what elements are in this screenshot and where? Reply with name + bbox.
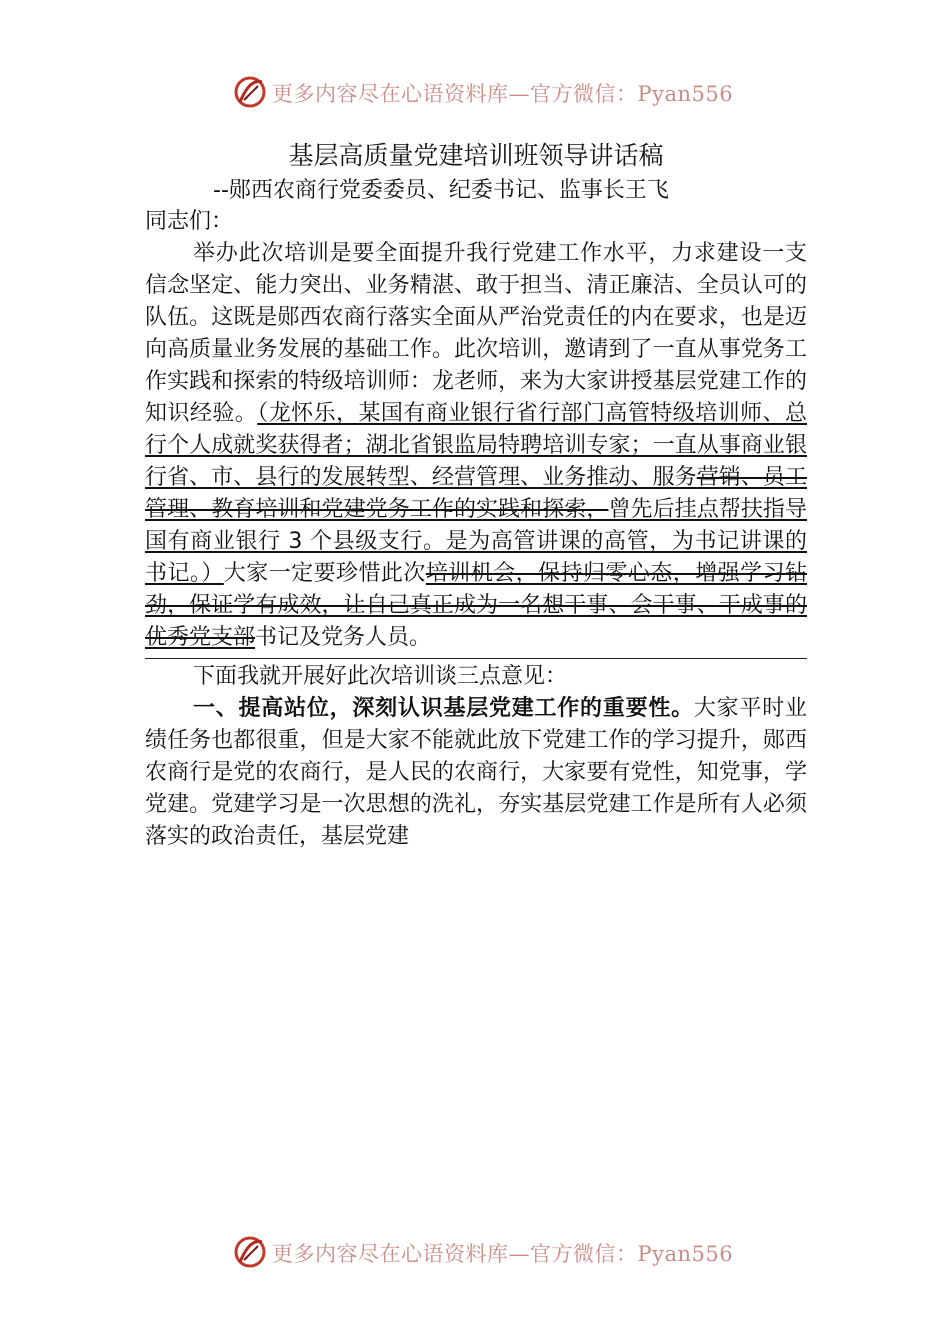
watermark-text: 更多内容尽在心语资料库—官方微信：Pyan556 <box>272 82 734 106</box>
paragraph-2: 下面我就开展好此次培训谈三点意见： <box>193 664 568 689</box>
paragraph-3-text: 大家平时业绩任务也都很重，但是大家不能就此放下党建工作的学习提升，郧西农商行是党的农商行，是人民的农商行，大家要有党性，知党事，学党建。党建学习是一次思想的洗礼，夯实基层党建工作是所有人必须落实的政治责任，基层党建 <box>145 696 807 849</box>
logo-icon <box>230 72 270 112</box>
paragraph-1-end: 书记及党务人员。 <box>255 625 432 650</box>
paragraph-1-struck: 营销、员工管理、教育培训和党建党务工作的实践和探索， <box>145 465 807 522</box>
paragraph-1-underlined-2: 曾先后挂点帮扶指导国有商业银行 3 个县级支行。是为高管讲课的高管，为书记讲课的书记。） <box>145 497 807 586</box>
document-title: 基层高质量党建培训班领导讲话稿 <box>288 141 664 170</box>
salutation: 同志们： <box>145 209 234 234</box>
paragraph-1-after: 大家一定要珍惜此次 <box>223 561 426 586</box>
watermark-banner-bottom <box>0 1232 950 1272</box>
paragraph-1-text: 举办此次培训是要全面提升我行党建工作水平，力求建设一支信念坚定、能力突出、业务精湛、敢于担当、清正廉洁、全员认可的队伍。这既是郧西农商行落实全面从严治党责任的内在要求，也是迈向高质量业务发展的基础工作。此次培训，邀请到了一直从事党务工作实践和探索的特级培训师：龙老师，来为大家讲授基层党建工作的知识经验。 <box>145 241 807 426</box>
paragraph-1-struck-2: 培训机会，保持归零心态，增强学习钻劲，保证学有成效，让自己真正成为一名想干事、会干事、干成事的优秀党支部 <box>145 561 807 650</box>
divider-line <box>145 658 807 659</box>
section-heading-1: 一、提高站位，深刻认识基层党建工作的重要性。 <box>193 696 694 721</box>
document-body <box>145 206 807 853</box>
paragraph-3 <box>145 693 807 853</box>
watermark-banner-top <box>0 72 950 112</box>
paragraph-1-underlined: （龙怀乐，某国有商业银行省行部门高管特级培训师、总行个人成就奖获得者；湖北省银监局特聘培训专家；一直从事商业银行省、市、县行的发展转型、经营管理、业务推动、服务 <box>145 401 807 490</box>
watermark-text: 更多内容尽在心语资料库—官方微信：Pyan556 <box>272 1242 734 1266</box>
document-subtitle: --郧西农商行党委委员、纪委书记、监事长王飞 <box>213 178 669 203</box>
logo-icon <box>230 1232 270 1272</box>
document-page <box>145 136 807 853</box>
paragraph-1 <box>145 238 807 654</box>
